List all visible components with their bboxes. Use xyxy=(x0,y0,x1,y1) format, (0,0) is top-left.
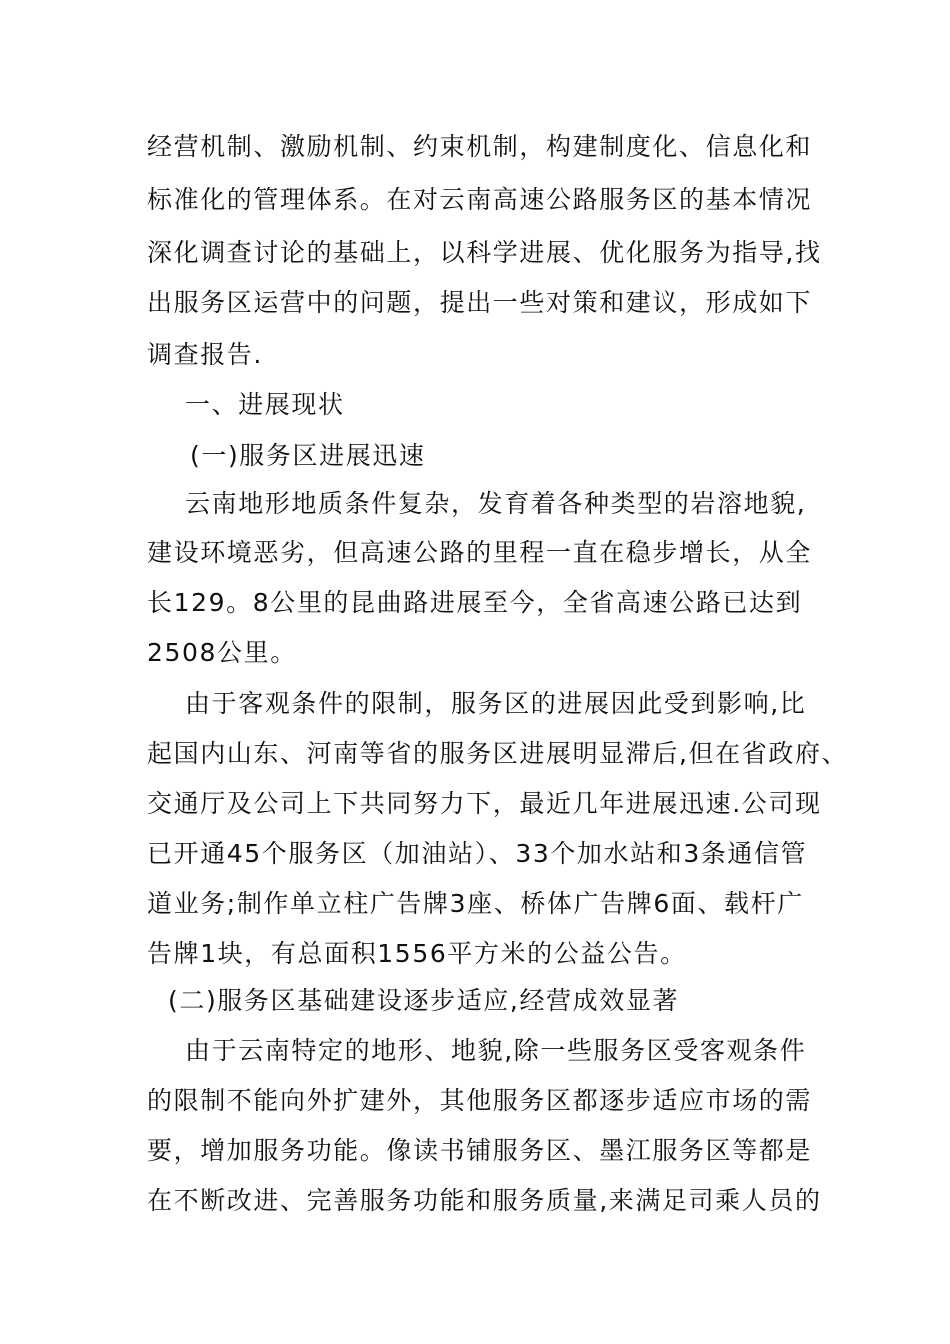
paragraph-line: 由于云南特定的地形、地貌,除一些服务区受客观条件 xyxy=(185,1036,807,1065)
paragraph-line: 建设环境恶劣，但高速公路的里程一直在稳步增长，从全 xyxy=(147,538,813,567)
paragraph-line: 深化调查讨论的基础上，以科学进展、优化服务为指导,找 xyxy=(147,238,822,267)
paragraph-line: 交通厅及公司上下共同努力下，最近几年进展迅速.公司现 xyxy=(147,789,822,818)
paragraph-line: 在不断改进、完善服务功能和服务质量,来满足司乘人员的 xyxy=(147,1186,822,1215)
paragraph-line: 长129。8公里的昆曲路进展至今，全省高速公路已达到 xyxy=(147,588,803,617)
paragraph-line: 道业务;制作单立柱广告牌3座、桥体广告牌6面、载杆广 xyxy=(147,889,804,918)
paragraph-line: 标准化的管理体系。在对云南高速公路服务区的基本情况 xyxy=(147,185,813,214)
paragraph-line: 调查报告. xyxy=(147,340,263,369)
paragraph-line: 要，增加服务功能。像读书铺服务区、墨江服务区等都是 xyxy=(147,1136,813,1165)
paragraph-line: 起国内山东、河南等省的服务区进展明显滞后,但在省政府、 xyxy=(147,739,849,768)
paragraph-line: 出服务区运营中的问题，提出一些对策和建议，形成如下 xyxy=(147,288,813,317)
paragraph-line: 经营机制、激励机制、约束机制，构建制度化、信息化和 xyxy=(147,132,813,161)
paragraph-line: 由于客观条件的限制，服务区的进展因此受到影响,比 xyxy=(185,689,807,718)
paragraph-line: 云南地形地质条件复杂，发育着各种类型的岩溶地貌, xyxy=(185,489,807,518)
section-heading: 一、进展现状 xyxy=(185,390,345,419)
paragraph-line: 2508公里。 xyxy=(147,638,297,667)
subsection-heading: (一)服务区进展迅速 xyxy=(190,441,426,470)
paragraph-line: 告牌1块，有总面积1556平方米的公益公告。 xyxy=(147,939,687,968)
paragraph-line: 的限制不能向外扩建外，其他服务区都逐步适应市场的需 xyxy=(147,1086,813,1115)
subsection-heading: (二)服务区基础建设逐步适应,经营成效显著 xyxy=(168,986,680,1015)
paragraph-line: 已开通45个服务区（加油站）、33个加水站和3条通信管 xyxy=(147,839,808,868)
